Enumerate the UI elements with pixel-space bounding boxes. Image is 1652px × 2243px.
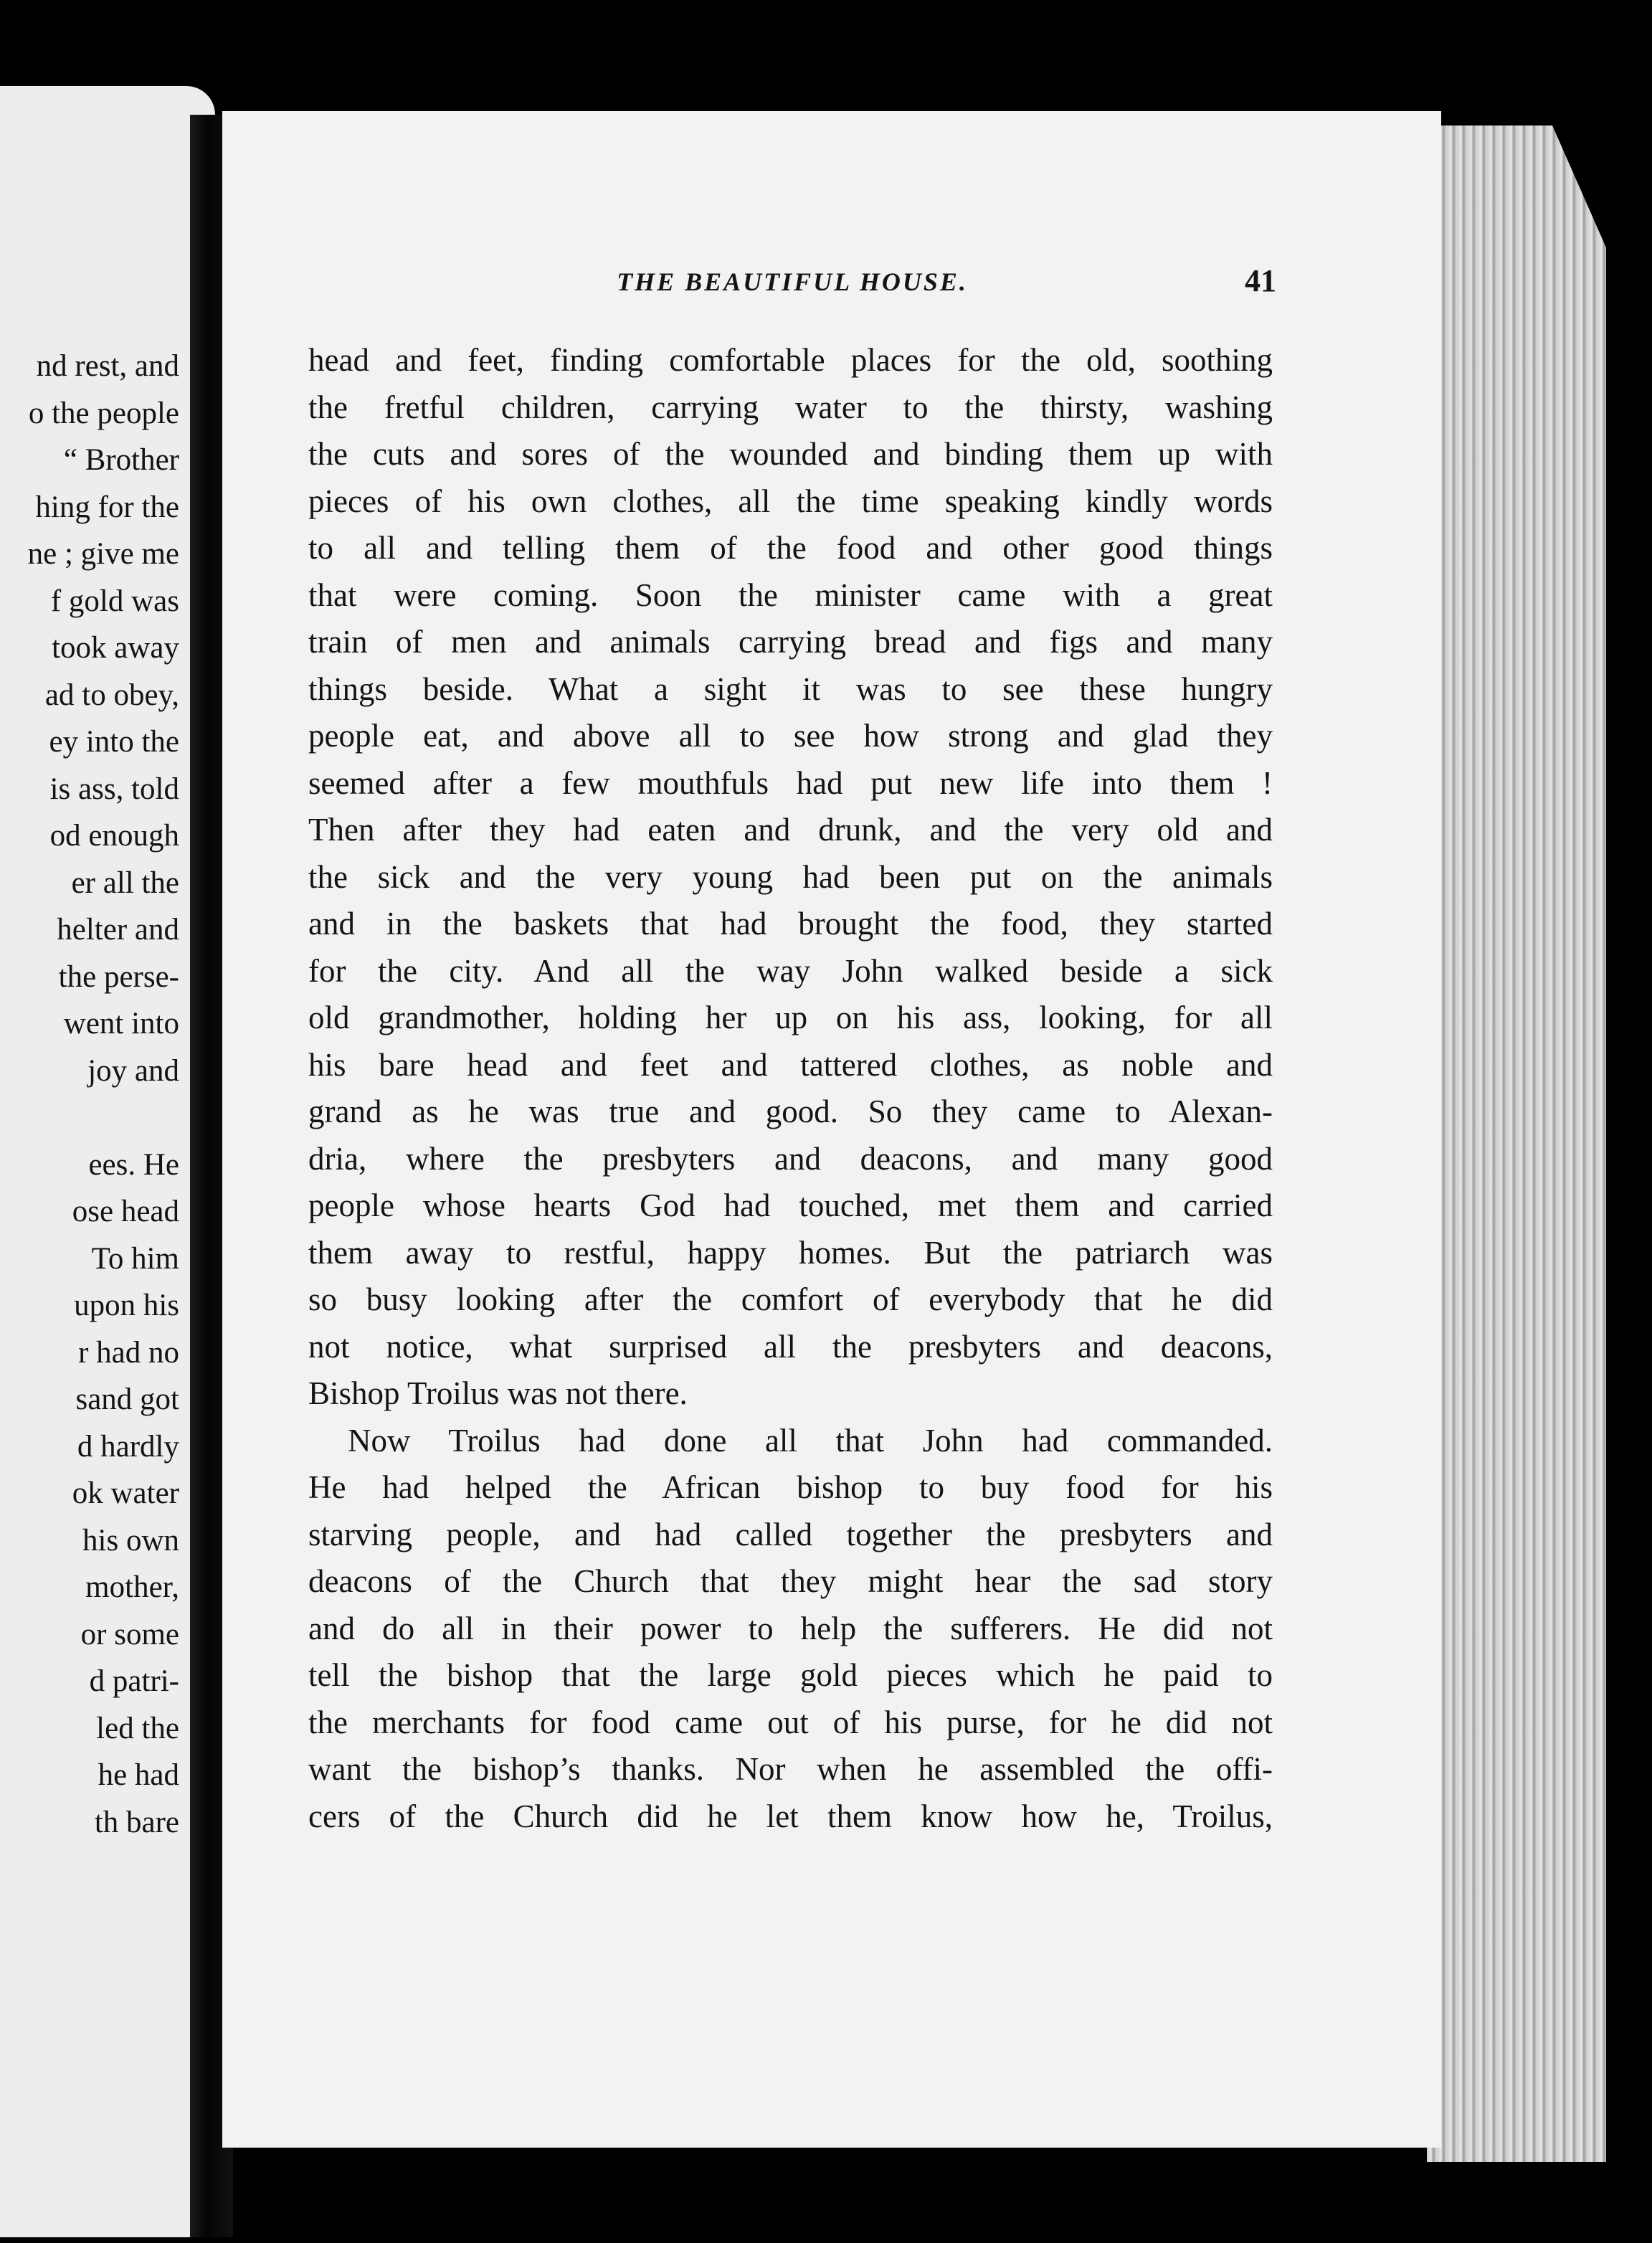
previous-page-line: upon his bbox=[74, 1289, 179, 1322]
text-line: train of men and animals carrying bread and figs and many bbox=[308, 624, 1273, 660]
text-line: so busy looking after the comfort of everybody that he did bbox=[308, 1281, 1273, 1317]
text-line: to all and telling them of the food and other good things bbox=[308, 530, 1273, 566]
previous-page-text bbox=[0, 343, 179, 1846]
running-head-title: THE BEAUTIFUL HOUSE. bbox=[617, 267, 968, 296]
previous-page-line: nd rest, and bbox=[36, 349, 179, 383]
text-line: dria, where the presbyters and deacons, and many good bbox=[308, 1140, 1273, 1177]
text-line: that were coming. Soon the minister came with a great bbox=[308, 577, 1273, 613]
previous-page-line: th bare bbox=[94, 1805, 179, 1839]
text-line: Then after they had eaten and drunk, and the very old and bbox=[308, 812, 1273, 848]
text-line: old grandmother, holding her up on his ass, looking, for all bbox=[308, 1000, 1273, 1035]
text-line: Now Troilus had done all that John had commanded. bbox=[348, 1422, 1273, 1459]
text-line: things beside. What a sight it was to see these hungry bbox=[308, 670, 1273, 707]
previous-page-line: went into bbox=[63, 1007, 179, 1040]
text-line: cers of the Church did he let them know how he, Troilus, bbox=[308, 1798, 1273, 1834]
previous-page-line: the perse- bbox=[58, 959, 179, 994]
previous-page-line: o the people bbox=[28, 396, 179, 430]
text-line: head and feet, finding comfortable places for the old, soothing bbox=[308, 342, 1273, 378]
text-line: grand as he was true and good. So they came to Alexan- bbox=[308, 1094, 1273, 1129]
previous-page-line: sand got bbox=[75, 1383, 179, 1416]
text-line: starving people, and had called together the presbyters and bbox=[308, 1516, 1273, 1552]
text-line: the sick and the very young had been put on the animals bbox=[308, 858, 1273, 895]
page-number: 41 bbox=[1245, 263, 1276, 298]
previous-page-line: mother, bbox=[85, 1570, 179, 1604]
previous-page-line: took away bbox=[52, 631, 179, 665]
previous-page-line: hing for the bbox=[35, 490, 179, 524]
previous-page-line: ne ; give me bbox=[27, 537, 179, 571]
text-line: the cuts and sores of the wounded and binding them up with bbox=[308, 436, 1273, 472]
text-line: people whose hearts God had touched, met them and carried bbox=[308, 1187, 1273, 1223]
previous-page-line: d hardly bbox=[77, 1429, 179, 1464]
previous-page-line: helter and bbox=[57, 913, 179, 947]
previous-page-line: ok water bbox=[72, 1476, 179, 1510]
text-line: and do all in their power to help the sufferers. He did not bbox=[308, 1610, 1273, 1646]
text-line: the merchants for food came out of his purse, for he did not bbox=[308, 1704, 1273, 1740]
running-head bbox=[308, 263, 1276, 310]
text-line: tell the bishop that the large gold pieces which he paid to bbox=[308, 1657, 1273, 1693]
previous-page-line: ad to obey, bbox=[44, 678, 179, 712]
previous-page-line: od enough bbox=[49, 819, 179, 853]
previous-page-line: is ass, told bbox=[49, 772, 179, 806]
previous-page-line: “ Brother bbox=[63, 443, 179, 477]
previous-page-line: he had bbox=[98, 1758, 179, 1792]
text-line: pieces of his own clothes, all the time speaking kindly words bbox=[308, 483, 1273, 519]
previous-page-line: To him bbox=[91, 1241, 179, 1276]
text-line: for the city. And all the way John walked beside a sick bbox=[308, 952, 1273, 989]
text-line: people eat, and above all to see how strong and glad they bbox=[308, 718, 1273, 754]
previous-page-line: ose head bbox=[72, 1195, 179, 1228]
text-line: deacons of the Church that they might hear the sad story bbox=[308, 1563, 1273, 1599]
text-line: and in the baskets that had brought the food, they started bbox=[308, 906, 1273, 942]
previous-page-line: his own bbox=[82, 1523, 179, 1557]
text-line: want the bishop’s thanks. Nor when he assembled the offi- bbox=[308, 1751, 1273, 1787]
previous-page-line: led the bbox=[96, 1711, 179, 1745]
text-line: them away to restful, happy homes. But the patriarch was bbox=[308, 1234, 1273, 1271]
text-line: not notice, what surprised all the presbyters and deacons, bbox=[308, 1328, 1273, 1365]
page-stack-edge bbox=[1427, 125, 1606, 2162]
text-line: Bishop Troilus was not there. bbox=[308, 1375, 688, 1411]
previous-page-line: d patri- bbox=[89, 1664, 179, 1698]
text-line: seemed after a few mouthfuls had put new life into them ! bbox=[308, 764, 1273, 801]
body-text bbox=[308, 337, 1273, 1840]
previous-page-line: f gold was bbox=[50, 584, 179, 618]
text-line: the fretful children, carrying water to the thirsty, washing bbox=[308, 389, 1273, 425]
previous-page-line: ees. He bbox=[88, 1147, 179, 1182]
previous-page-line: ey into the bbox=[49, 725, 179, 759]
previous-page-line: r had no bbox=[78, 1335, 179, 1370]
previous-page-line: er all the bbox=[71, 866, 179, 900]
previous-page-line bbox=[0, 1094, 179, 1142]
previous-page-line: or some bbox=[80, 1617, 179, 1651]
text-line: his bare head and feet and tattered clothes, as noble and bbox=[308, 1046, 1273, 1083]
text-line: He had helped the African bishop to buy food for his bbox=[308, 1469, 1273, 1505]
previous-page-line: joy and bbox=[87, 1053, 179, 1088]
